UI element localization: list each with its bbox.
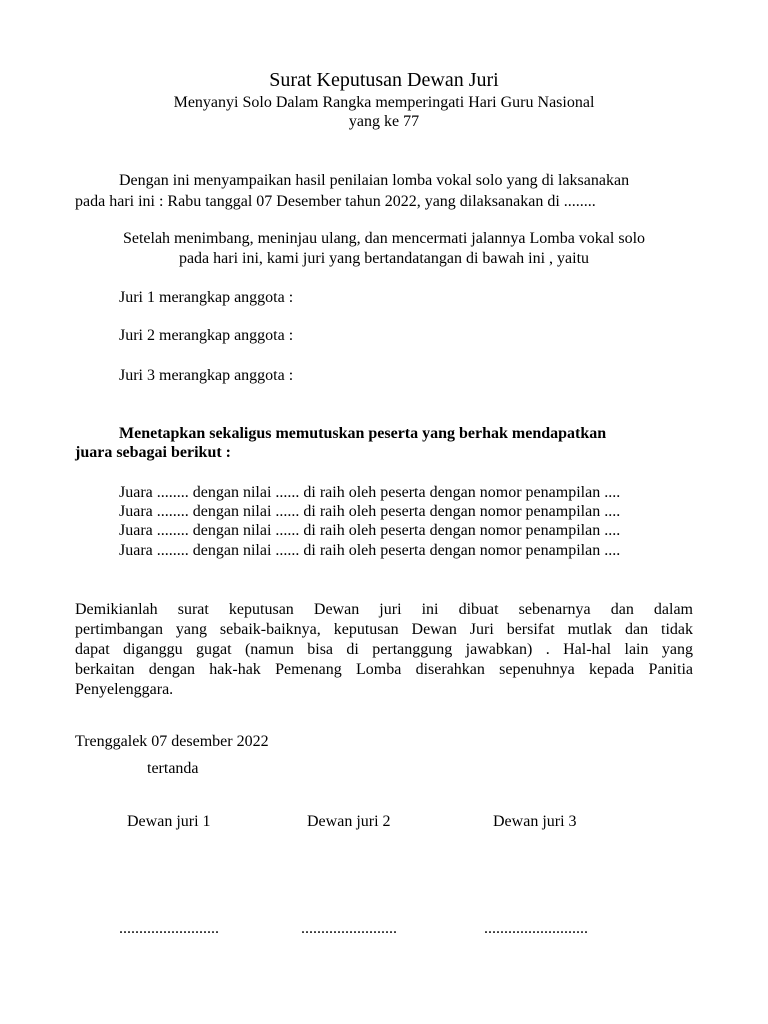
- place-date: Trenggalek 07 desember 2022: [75, 733, 269, 750]
- closing-line: Demikianlah surat keputusan Dewan juri ini dibuat sebenarnya dan dalam: [75, 601, 693, 618]
- winner-line: Juara ........ dengan nilai ...... di raih oleh peserta dengan nomor penampilan ....: [119, 484, 621, 501]
- closing-line: Penyelenggara.: [75, 681, 174, 698]
- decision-line-1: Menetapkan sekaligus memutuskan peserta yang berhak mendapatkan: [119, 425, 607, 442]
- closing-line: pertimbangan yang sebaik-baiknya, keputusan Dewan Juri bersifat mutlak dan tidak: [75, 621, 693, 638]
- signature-line-3: ..........................: [484, 920, 588, 937]
- winner-line: Juara ........ dengan nilai ...... di raih oleh peserta dengan nomor penampilan ....: [119, 542, 621, 559]
- signatory-label-1: Dewan juri 1: [127, 813, 211, 830]
- signature-line-1: .........................: [119, 920, 219, 937]
- signature-line-2: ........................: [301, 920, 397, 937]
- jury-member-2: Juri 2 merangkap anggota :: [119, 327, 294, 344]
- document-title: Surat Keputusan Dewan Juri: [269, 69, 499, 91]
- document-subtitle-line-2: yang ke 77: [348, 113, 420, 130]
- signed-label: tertanda: [147, 760, 199, 777]
- winner-line: Juara ........ dengan nilai ...... di raih oleh peserta dengan nomor penampilan ....: [119, 503, 621, 520]
- intro-line-1: Dengan ini menyampaikan hasil penilaian lomba vokal solo yang di laksanakan: [119, 172, 630, 189]
- closing-line: dapat diganggu gugat (namun bisa di pertanggung jawabkan) . Hal-hal lain yang: [75, 641, 693, 658]
- jury-member-3: Juri 3 merangkap anggota :: [119, 367, 294, 384]
- document-subtitle-line-1: Menyanyi Solo Dalam Rangka memperingati Hari Guru Nasional: [173, 94, 595, 111]
- closing-paragraph: [75, 600, 693, 700]
- intro-line-2: pada hari ini : Rabu tanggal 07 Desember tahun 2022, yang dilaksanakan di ........: [75, 193, 596, 210]
- consideration-line-1: Setelah menimbang, meninjau ulang, dan mencermati jalannya Lomba vokal solo: [122, 230, 646, 247]
- jury-member-1: Juri 1 merangkap anggota :: [119, 289, 294, 306]
- winner-line: Juara ........ dengan nilai ...... di raih oleh peserta dengan nomor penampilan ....: [119, 522, 621, 539]
- closing-line: berkaitan dengan hak-hak Pemenang Lomba diserahkan sepenuhnya kepada Panitia: [75, 661, 693, 678]
- consideration-line-2: pada hari ini, kami juri yang bertandatangan di bawah ini , yaitu: [178, 250, 590, 267]
- signatory-label-3: Dewan juri 3: [493, 813, 577, 830]
- decision-line-2: juara sebagai berikut :: [75, 444, 231, 461]
- signatory-label-2: Dewan juri 2: [307, 813, 391, 830]
